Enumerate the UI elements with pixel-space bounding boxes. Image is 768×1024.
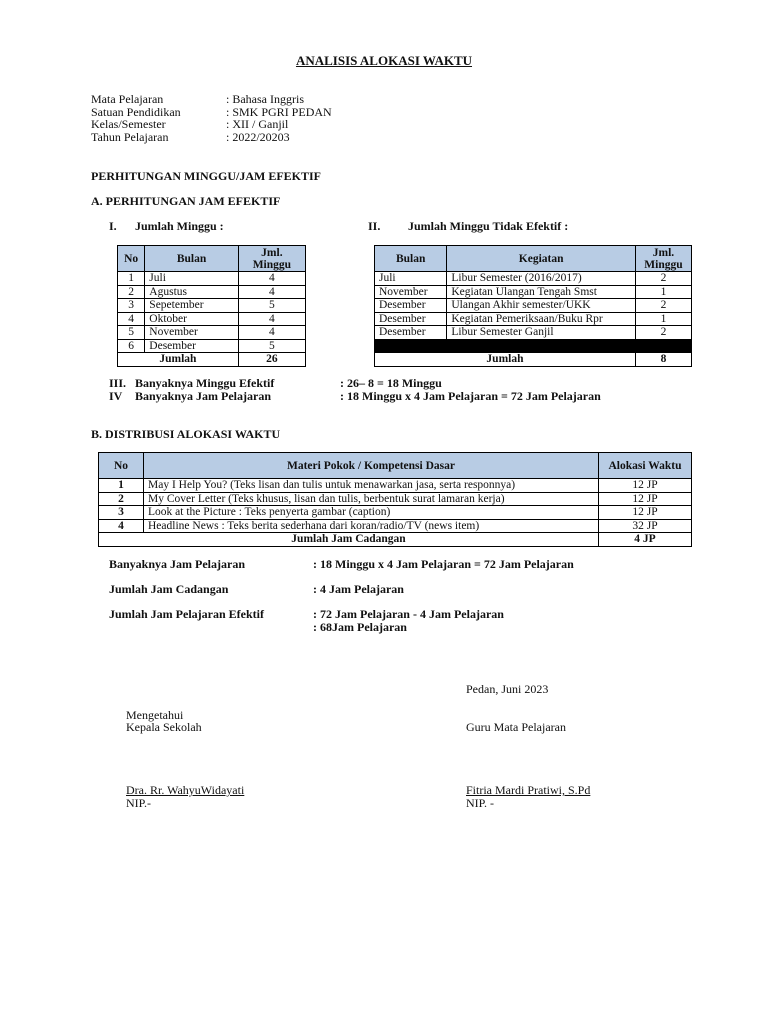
sub-iii-number: III. xyxy=(109,376,127,390)
total-value: 8 xyxy=(635,353,691,367)
cell-no: 4 xyxy=(99,519,144,533)
col-header-kegiatan: Kegiatan xyxy=(447,246,636,272)
table-row xyxy=(375,326,692,340)
cell-no: 5 xyxy=(118,326,145,340)
sub-iv-number: IV xyxy=(109,389,123,403)
right-signature-role: Guru Mata Pelajaran xyxy=(466,720,566,734)
total-value: 26 xyxy=(238,353,305,367)
cell-bulan: Desember xyxy=(375,326,447,340)
weeks-table xyxy=(117,245,306,367)
cell-alokasi: 12 JP xyxy=(599,506,692,520)
summary-extra-value: : 68Jam Pelajaran xyxy=(313,620,407,634)
col-header-no: No xyxy=(118,246,145,272)
cell-no: 2 xyxy=(99,492,144,506)
cell-materi: My Cover Letter (Teks khusus, lisan dan tulis, berbentuk surat lamaran kerja) xyxy=(144,492,599,506)
total-label: Jumlah xyxy=(118,353,239,367)
cell-no: 4 xyxy=(118,312,145,326)
cell-bulan: Juli xyxy=(145,272,238,286)
table-row xyxy=(99,519,692,533)
table-row xyxy=(118,326,306,340)
total-value: 4 JP xyxy=(599,533,692,547)
cell-bulan: Oktober xyxy=(145,312,238,326)
identity-block xyxy=(91,93,332,143)
cell-jml: 4 xyxy=(238,312,305,326)
cell-jml: 2 xyxy=(635,326,691,340)
col-header-materi: Materi Pokok / Kompetensi Dasar xyxy=(144,453,599,479)
cell-materi: May I Help You? (Teks lisan dan tulis untuk menawarkan jasa, serta responnya) xyxy=(144,479,599,493)
info-label: Tahun Pelajaran xyxy=(91,129,169,144)
sub-iv-value: : 18 Minggu x 4 Jam Pelajaran = 72 Jam Pelajaran xyxy=(340,389,601,403)
col-header-alokasi: Alokasi Waktu xyxy=(599,453,692,479)
cell-bulan: Agustus xyxy=(145,285,238,299)
summary-label: Jumlah Jam Cadangan xyxy=(109,582,229,596)
non-effective-weeks-table xyxy=(374,245,692,367)
left-signature-role: Kepala Sekolah xyxy=(126,720,202,734)
teacher-nip: NIP. - xyxy=(466,796,495,810)
sub-i-label: Jumlah Minggu : xyxy=(135,219,224,233)
cell-bulan: Desember xyxy=(375,312,447,326)
sub-i-number: I. xyxy=(109,219,117,233)
place-date: Pedan, Juni 2023 xyxy=(466,682,549,696)
table-row xyxy=(118,339,306,353)
sub-iii-value: : 26– 8 = 18 Minggu xyxy=(340,376,442,390)
section-a-heading: A. PERHITUNGAN JAM EFEKTIF xyxy=(91,194,281,208)
page-title: ANALISIS ALOKASI WAKTU xyxy=(295,53,473,68)
cell-alokasi: 32 JP xyxy=(599,519,692,533)
col-header-no: No xyxy=(99,453,144,479)
info-value: : XII / Ganjil xyxy=(226,117,289,131)
table-row xyxy=(375,285,692,299)
sub-ii-label: Jumlah Minggu Tidak Efektif : xyxy=(408,219,569,233)
table-row xyxy=(118,272,306,286)
summary-label: Jumlah Jam Pelajaran Efektif xyxy=(109,607,264,621)
cell-alokasi: 12 JP xyxy=(599,492,692,506)
total-row xyxy=(375,353,692,367)
info-label: Kelas/Semester xyxy=(91,117,166,131)
teacher-name: Fitria Mardi Pratiwi, S.Pd xyxy=(466,783,591,797)
info-row xyxy=(91,93,332,106)
cell-jml: 4 xyxy=(238,272,305,286)
cell-bulan: Desember xyxy=(145,339,238,353)
total-row xyxy=(99,533,692,547)
info-label: Mata Pelajaran xyxy=(91,92,164,106)
cell-no: 2 xyxy=(118,285,145,299)
cell-jml: 4 xyxy=(238,285,305,299)
cell-kegiatan: Libur Semester Ganjil xyxy=(447,326,636,340)
cell-bulan: November xyxy=(145,326,238,340)
summary-value: : 18 Minggu x 4 Jam Pelajaran = 72 Jam Pelajaran xyxy=(313,557,574,571)
cell-bulan: Sepetember xyxy=(145,299,238,313)
summary-value: : 72 Jam Pelajaran - 4 Jam Pelajaran xyxy=(313,607,504,621)
cell-kegiatan: Ulangan Akhir semester/UKK xyxy=(447,299,636,313)
summary-value: : 4 Jam Pelajaran xyxy=(313,582,404,596)
cell-no: 1 xyxy=(99,479,144,493)
cell-jml: 2 xyxy=(635,272,691,286)
cell-bulan: November xyxy=(375,285,447,299)
cell-jml: 1 xyxy=(635,285,691,299)
col-header-jml: Jml. Minggu xyxy=(635,246,691,272)
col-header-jml: Jml. Minggu xyxy=(238,246,305,272)
sub-iv-label: Banyaknya Jam Pelajaran xyxy=(135,389,272,403)
section-b-heading: B. DISTRIBUSI ALOKASI WAKTU xyxy=(91,427,281,441)
table-row xyxy=(118,285,306,299)
cell-jml: 2 xyxy=(635,299,691,313)
total-label: Jumlah xyxy=(375,353,636,367)
info-row xyxy=(91,131,332,144)
cell-kegiatan: Libur Semester (2016/2017) xyxy=(447,272,636,286)
cell-bulan: Desember xyxy=(375,299,447,313)
info-value: : 2022/20203 xyxy=(226,129,290,144)
info-label: Satuan Pendidikan xyxy=(91,104,181,119)
principal-name: Dra. Rr. WahyuWidayati xyxy=(126,783,245,797)
cell-jml: 1 xyxy=(635,312,691,326)
black-filler-cell xyxy=(375,339,692,353)
info-value: : Bahasa Inggris xyxy=(226,92,304,106)
info-value: : SMK PGRI PEDAN xyxy=(226,104,332,119)
cell-no: 3 xyxy=(99,506,144,520)
table-row xyxy=(118,299,306,313)
table-row xyxy=(99,506,692,520)
col-header-bulan: Bulan xyxy=(145,246,238,272)
table-row xyxy=(99,492,692,506)
table-row xyxy=(99,479,692,493)
cell-kegiatan: Kegiatan Ulangan Tengah Smst xyxy=(447,285,636,299)
cell-jml: 4 xyxy=(238,326,305,340)
info-row xyxy=(91,118,332,131)
allocation-table xyxy=(98,452,692,547)
sub-ii-number: II. xyxy=(368,219,381,233)
main-heading: PERHITUNGAN MINGGU/JAM EFEKTIF xyxy=(91,169,322,183)
cell-kegiatan: Kegiatan Pemeriksaan/Buku Rpr xyxy=(447,312,636,326)
cell-bulan: Juli xyxy=(375,272,447,286)
cell-materi: Headline News : Teks berita sederhana dari koran/radio/TV (news item) xyxy=(144,519,599,533)
table-row xyxy=(375,299,692,313)
filler-row xyxy=(375,339,692,353)
total-label: Jumlah Jam Cadangan xyxy=(99,533,599,547)
cell-no: 6 xyxy=(118,339,145,353)
table-row xyxy=(375,312,692,326)
cell-no: 1 xyxy=(118,272,145,286)
summary-label: Banyaknya Jam Pelajaran xyxy=(109,557,246,571)
sub-iii-label: Banyaknya Minggu Efektif xyxy=(135,376,275,390)
table-row xyxy=(375,272,692,286)
cell-jml: 5 xyxy=(238,299,305,313)
total-row xyxy=(118,353,306,367)
cell-alokasi: 12 JP xyxy=(599,479,692,493)
cell-no: 3 xyxy=(118,299,145,313)
table-row xyxy=(118,312,306,326)
cell-jml: 5 xyxy=(238,339,305,353)
left-signature-line1: Mengetahui xyxy=(126,708,184,722)
cell-materi: Look at the Picture : Teks penyerta gambar (caption) xyxy=(144,506,599,520)
col-header-bulan: Bulan xyxy=(375,246,447,272)
principal-nip: NIP.- xyxy=(126,796,152,810)
